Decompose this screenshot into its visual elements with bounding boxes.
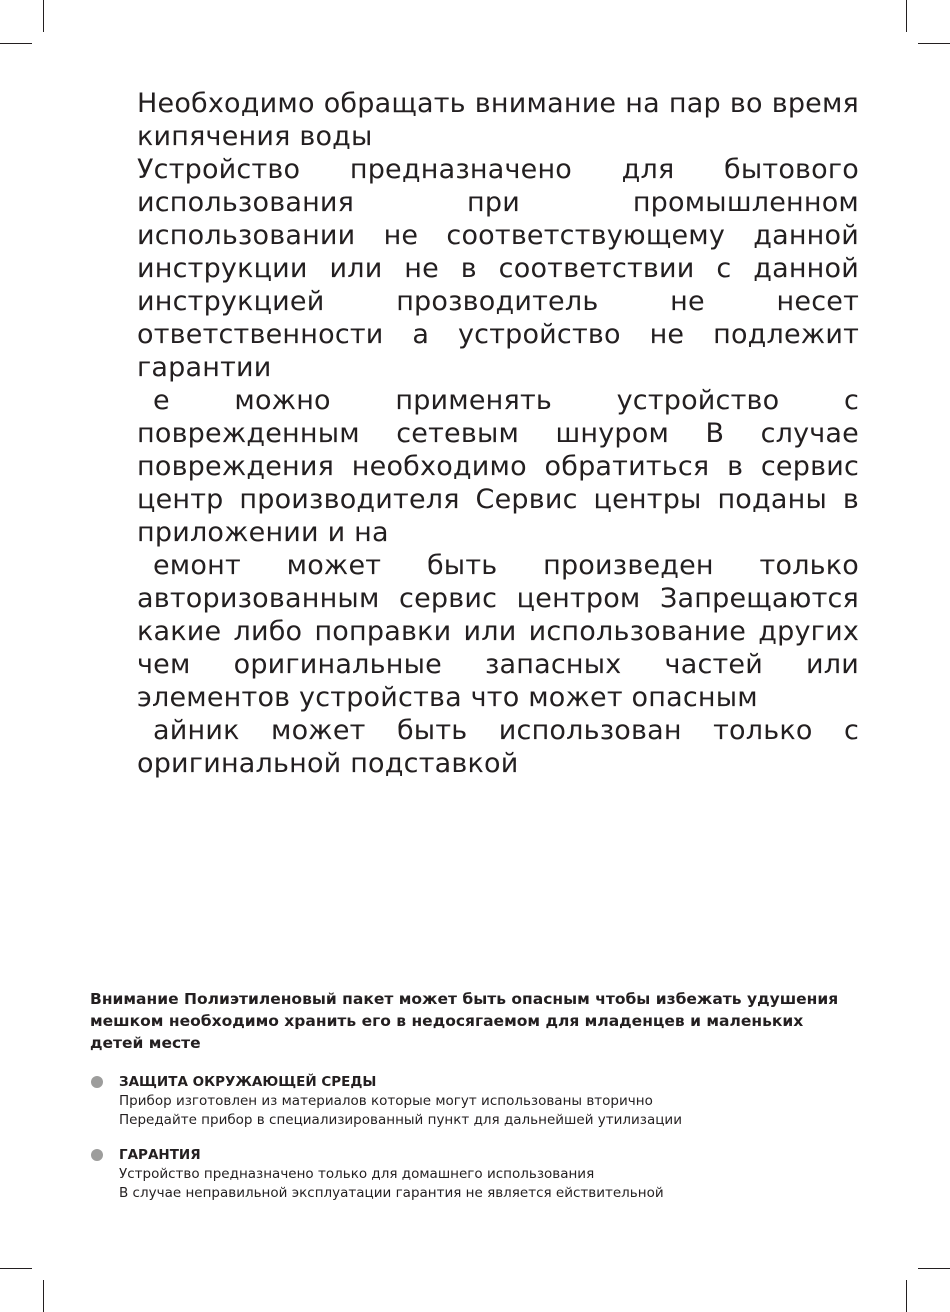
- bullet-icon: [91, 1076, 103, 1088]
- section-heading: ГАРАНТИЯ: [119, 1147, 201, 1163]
- environment-section: [90, 1073, 870, 1130]
- crop-mark-bottom-left-horizontal: [0, 1268, 32, 1269]
- section-heading: ЗАЩИТА ОКРУЖАЮЩЕЙ СРЕДЫ: [119, 1074, 377, 1090]
- instruction-paragraph: е можно применять устройство с поврежденным сетевым шнуром В случае повреждения необходимо обратиться в сервис центр производителя Сервис центры поданы в приложении и на: [137, 385, 859, 548]
- crop-mark-top-right: [906, 0, 907, 32]
- crop-mark-bottom-right: [906, 1280, 907, 1312]
- crop-mark-top-left: [43, 0, 44, 32]
- guarantee-section: [90, 1146, 870, 1203]
- instruction-paragraph: емонт может быть произведен только авторизованным сервис центром Запрещаются какие либо поправки или использование других чем оригинальные запасных частей или элементов устройства что может опасным: [137, 550, 859, 713]
- section-line: В случае неправильной эксплуатации гарантия не является ействительной: [119, 1185, 664, 1201]
- instruction-paragraph: Устройство предназначено для бытового использования при промышленном использовании не соответствующему данной инструкции или не в соответствии с данной инструкцией прозводитель не несет ответственности а устройство не подлежит гарантии: [137, 154, 859, 383]
- section-line: Устройство предназначено только для домашнего использования: [119, 1166, 595, 1182]
- bullet-icon: [91, 1149, 103, 1161]
- section-line: Передайте прибор в специализированный пункт для дальнейшей утилизации: [119, 1112, 682, 1128]
- crop-mark-bottom-right-horizontal: [918, 1268, 950, 1269]
- instruction-paragraph: айник может быть использован только с оригинальной подставкой: [137, 715, 859, 779]
- warning-text: Внимание Полиэтиленовый пакет может быть опасным чтобы избежать удушения мешком необходимо хранить его в недосягаемом для младенцев и маленьких детей месте: [90, 990, 839, 1052]
- crop-mark-top-right-horizontal: [918, 43, 950, 44]
- crop-mark-bottom-left: [43, 1280, 44, 1312]
- crop-mark-top-left-horizontal: [0, 43, 32, 44]
- instruction-paragraph: Необходимо обращать внимание на пар во время кипячения воды: [137, 88, 859, 152]
- main-instructions: [137, 87, 859, 780]
- section-line: Прибор изготовлен из материалов которые могут использованы вторично: [119, 1093, 653, 1109]
